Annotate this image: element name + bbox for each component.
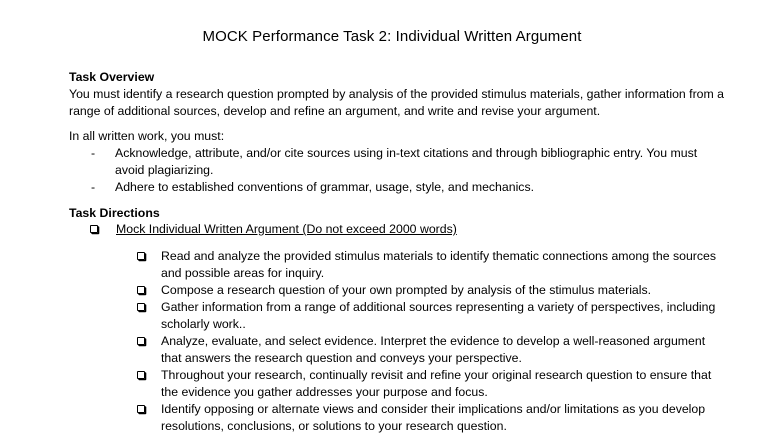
written-work-intro: In all written work, you must: [69,129,225,143]
task-overview-text: You must identify a research question prompted by analysis of the provided stimulus materials, gather information from a range of additional sources, develop and refine an argument, and write and revise your argument. [69,87,725,118]
checkbox-bullet-icon [137,286,145,294]
checkbox-bullet-icon [137,252,145,260]
dash-bullet: - [91,180,96,194]
list-item-text: Identify opposing or alternate views and consider their implications and/or limitations as you develop resolutions, conclusions, or solutions to your research question. [161,402,706,433]
list-item-text: Read and analyze the provided stimulus materials to identify thematic connections among the sources and possible areas for inquiry. [161,249,717,280]
list-item-text: Analyze, evaluate, and select evidence. Interpret the evidence to develop a well-reasoned argument that answers the research question and conveys your perspective. [161,334,706,365]
checkbox-bullet-icon [137,405,145,413]
list-item-text: Adhere to established conventions of grammar, usage, style, and mechanics. [115,180,535,194]
list-item [137,299,727,333]
main-directions-text: Mock Individual Written Argument (Do not exceed 2000 words) [116,222,457,236]
task-overview-section [69,69,729,120]
list-item [137,248,727,282]
task-overview-heading: Task Overview [69,70,155,84]
list-item-text: Throughout your research, continually revisit and refine your original research question to ensure that the evidence you gather addresses your purpose and focus. [161,368,712,399]
task-directions-heading: Task Directions [69,206,160,220]
page-title: MOCK Performance Task 2: Individual Written Argument [202,28,582,45]
list-item-text: Compose a research question of your own prompted by analysis of the stimulus materials. [161,283,652,297]
directions-steps-list [137,248,727,435]
list-item [137,333,727,367]
checkbox-bullet-icon [137,303,145,311]
list-item-text: Gather information from a range of additional sources representing a variety of perspectives, including scholarly work.. [161,300,716,331]
checkbox-bullet-icon [90,225,98,233]
checkbox-bullet-icon [137,337,145,345]
list-item-text: Acknowledge, attribute, and/or cite sources using in-text citations and through bibliographic entry. You must avoid plagiarizing. [115,146,698,177]
checkbox-bullet-icon [137,371,145,379]
list-item [69,145,729,179]
list-item [137,401,727,435]
list-item [69,179,729,196]
dash-bullet: - [91,146,96,160]
list-item [137,282,727,299]
list-item [137,367,727,401]
written-work-list [69,145,729,196]
